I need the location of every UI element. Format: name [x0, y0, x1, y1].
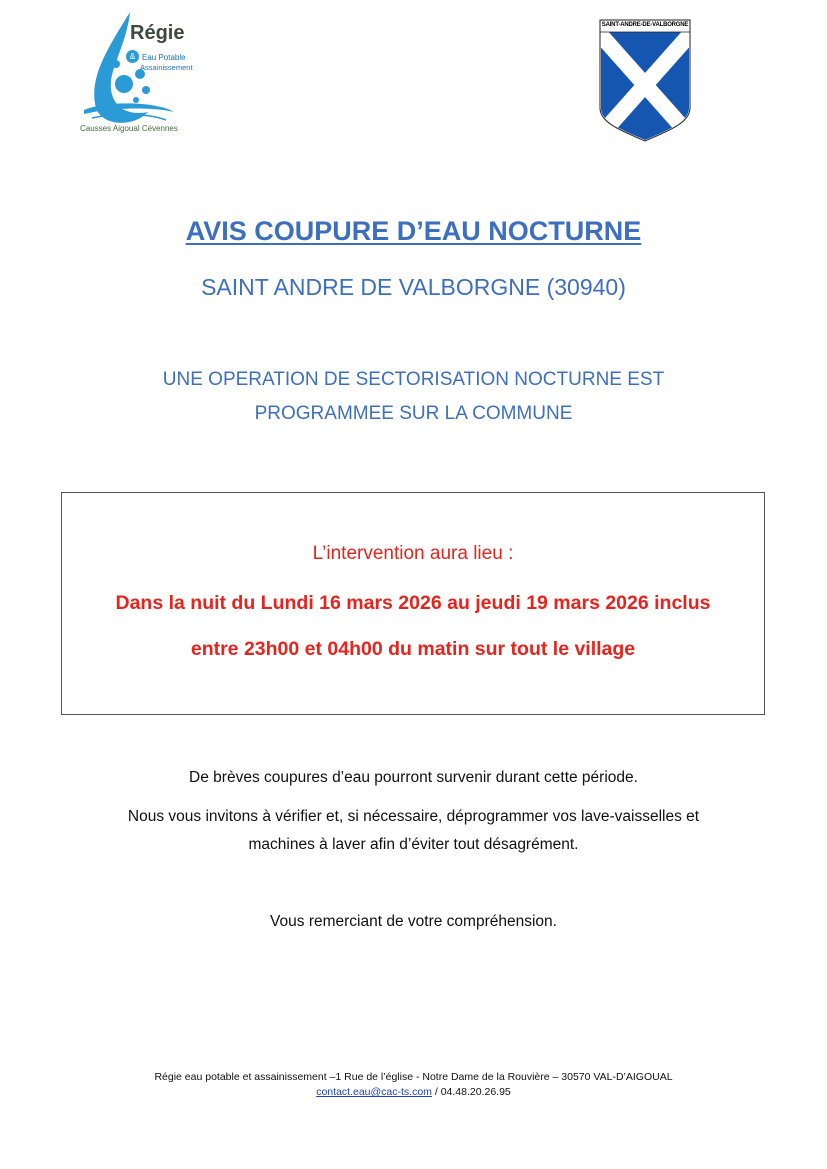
intervention-hours: entre 23h00 et 04h00 du matin sur tout le village — [190, 638, 636, 660]
shield-icon — [598, 18, 692, 142]
intervention-notice-box — [61, 492, 765, 715]
footer-email-link[interactable]: contact.eau@cac-ts.com — [316, 1086, 432, 1098]
footer-phone: / 04.48.20.26.95 — [431, 1086, 511, 1098]
logo-ampersand: & — [126, 50, 139, 63]
logo-subtitle-2: Assainissement — [140, 63, 193, 72]
logo-subtitle-1: Eau Potable — [142, 53, 186, 62]
page-title: AVIS COUPURE D’EAU NOCTURNE — [185, 216, 642, 246]
intervention-dates: Dans la nuit du Lundi 16 mars 2026 au jeudi 19 mars 2026 inclus — [115, 592, 711, 614]
body-line-3: machines à laver afin d’éviter tout désagrément. — [248, 836, 579, 853]
footer-contact — [0, 1086, 827, 1098]
operation-line-2: PROGRAMMEE SUR LA COMMUNE — [254, 403, 573, 424]
operation-line-1: UNE OPERATION DE SECTORISATION NOCTURNE EST — [162, 369, 665, 390]
page-subtitle: SAINT ANDRE DE VALBORGNE (30940) — [201, 274, 626, 300]
body-line-2: Nous vous invitons à vérifier et, si nécessaire, déprogrammer vos lave-vaisselles et — [127, 808, 700, 825]
logo-title: Régie — [130, 22, 185, 44]
thanks-line: Vous remerciant de votre compréhension. — [270, 913, 557, 930]
body-line-1: De brèves coupures d’eau pourront survenir durant cette période. — [189, 769, 638, 786]
logo-bottom-text: Causses Aigoual Cévennes — [80, 124, 178, 133]
coat-of-arms — [598, 18, 692, 142]
intervention-lead: L’intervention aura lieu : — [312, 543, 514, 564]
footer-address: Régie eau potable et assainissement –1 Rue de l’église - Notre Dame de la Rouvière – 30570 VAL-D’AIGOUAL — [154, 1071, 673, 1083]
regie-logo — [78, 8, 228, 143]
coat-of-arms-label: SAINT-ANDRE-DE-VALBORGNE — [601, 22, 689, 28]
